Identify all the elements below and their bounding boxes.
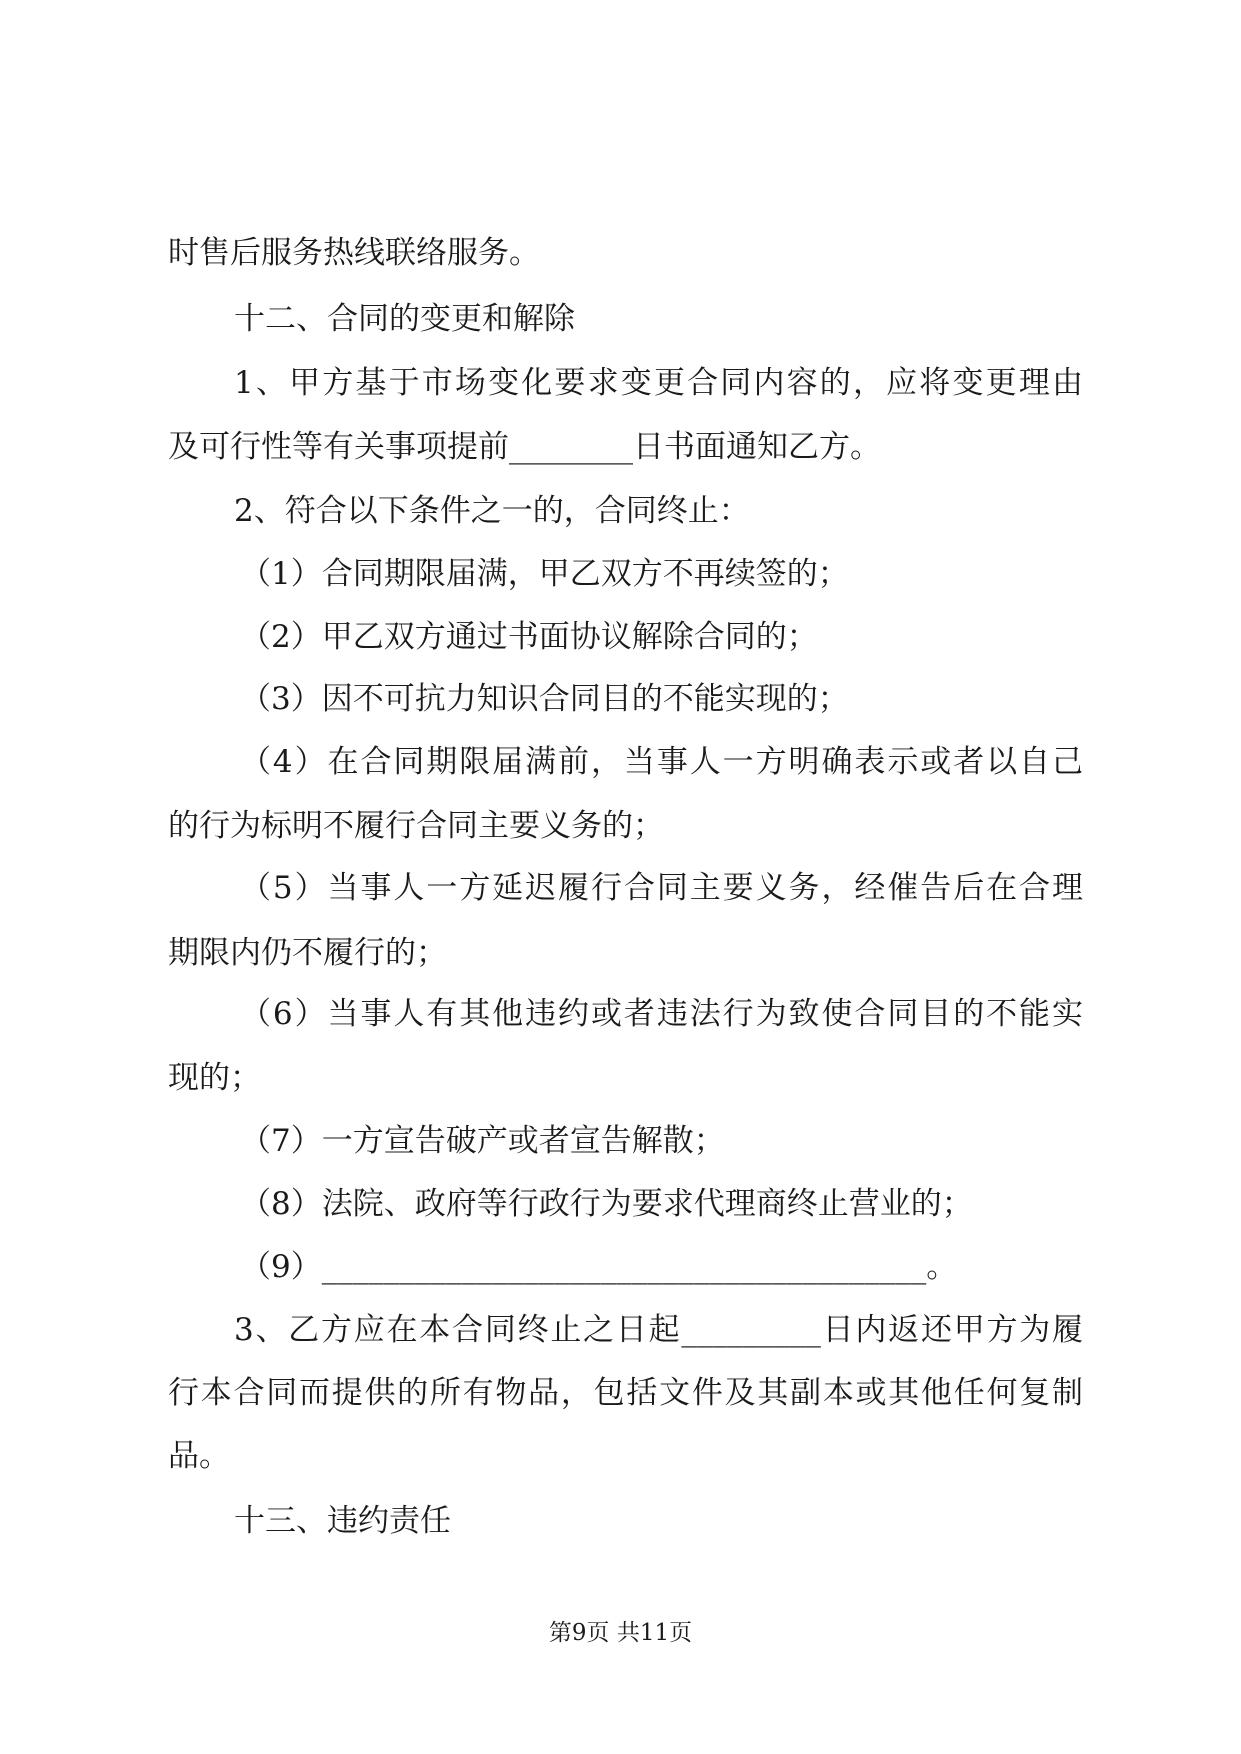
page-footer: 第9页 共11页 bbox=[548, 1620, 693, 1646]
text-line: （8）法院、政府等行政行为要求代理商终止营业的； bbox=[240, 1186, 973, 1222]
text-line: 1、甲方基于市场变化要求变更合同内容的，应将变更理由 bbox=[234, 365, 1083, 401]
text-line: 现的； bbox=[168, 1060, 261, 1096]
section-heading: 十二、合同的变更和解除 bbox=[234, 301, 575, 337]
text-line: 期限内仍不履行的； bbox=[168, 935, 447, 971]
text-line: 的行为标明不履行合同主要义务的； bbox=[168, 808, 664, 844]
text-line: （1）合同期限届满，甲乙双方不再续签的； bbox=[240, 556, 849, 592]
text-line: （9）_______________________________________。 bbox=[240, 1249, 958, 1285]
text-line: （2）甲乙双方通过书面协议解除合同的； bbox=[240, 619, 818, 655]
text-line: 时售后服务热线联络服务。 bbox=[168, 235, 540, 271]
text-line: 3、乙方应在本合同终止之日起_________日内返还甲方为履 bbox=[234, 1312, 1083, 1348]
text-line: 行本合同而提供的所有物品，包括文件及其副本或其他任何复制 bbox=[168, 1375, 1083, 1411]
section-heading: 十三、违约责任 bbox=[234, 1503, 451, 1539]
text-line: （5）当事人一方延迟履行合同主要义务，经催告后在合理 bbox=[240, 870, 1083, 906]
text-line: （7）一方宣告破产或者宣告解散； bbox=[240, 1123, 725, 1159]
text-line: （3）因不可抗力知识合同目的不能实现的； bbox=[240, 681, 849, 717]
text-line: （4）在合同期限届满前，当事人一方明确表示或者以自己 bbox=[240, 744, 1083, 780]
text-line: 及可行性等有关事项提前________日书面通知乙方。 bbox=[168, 429, 881, 465]
text-line: （6）当事人有其他违约或者违法行为致使合同目的不能实 bbox=[240, 996, 1083, 1032]
text-line: 2、符合以下条件之一的，合同终止： bbox=[234, 493, 750, 529]
text-line: 品。 bbox=[168, 1438, 230, 1474]
